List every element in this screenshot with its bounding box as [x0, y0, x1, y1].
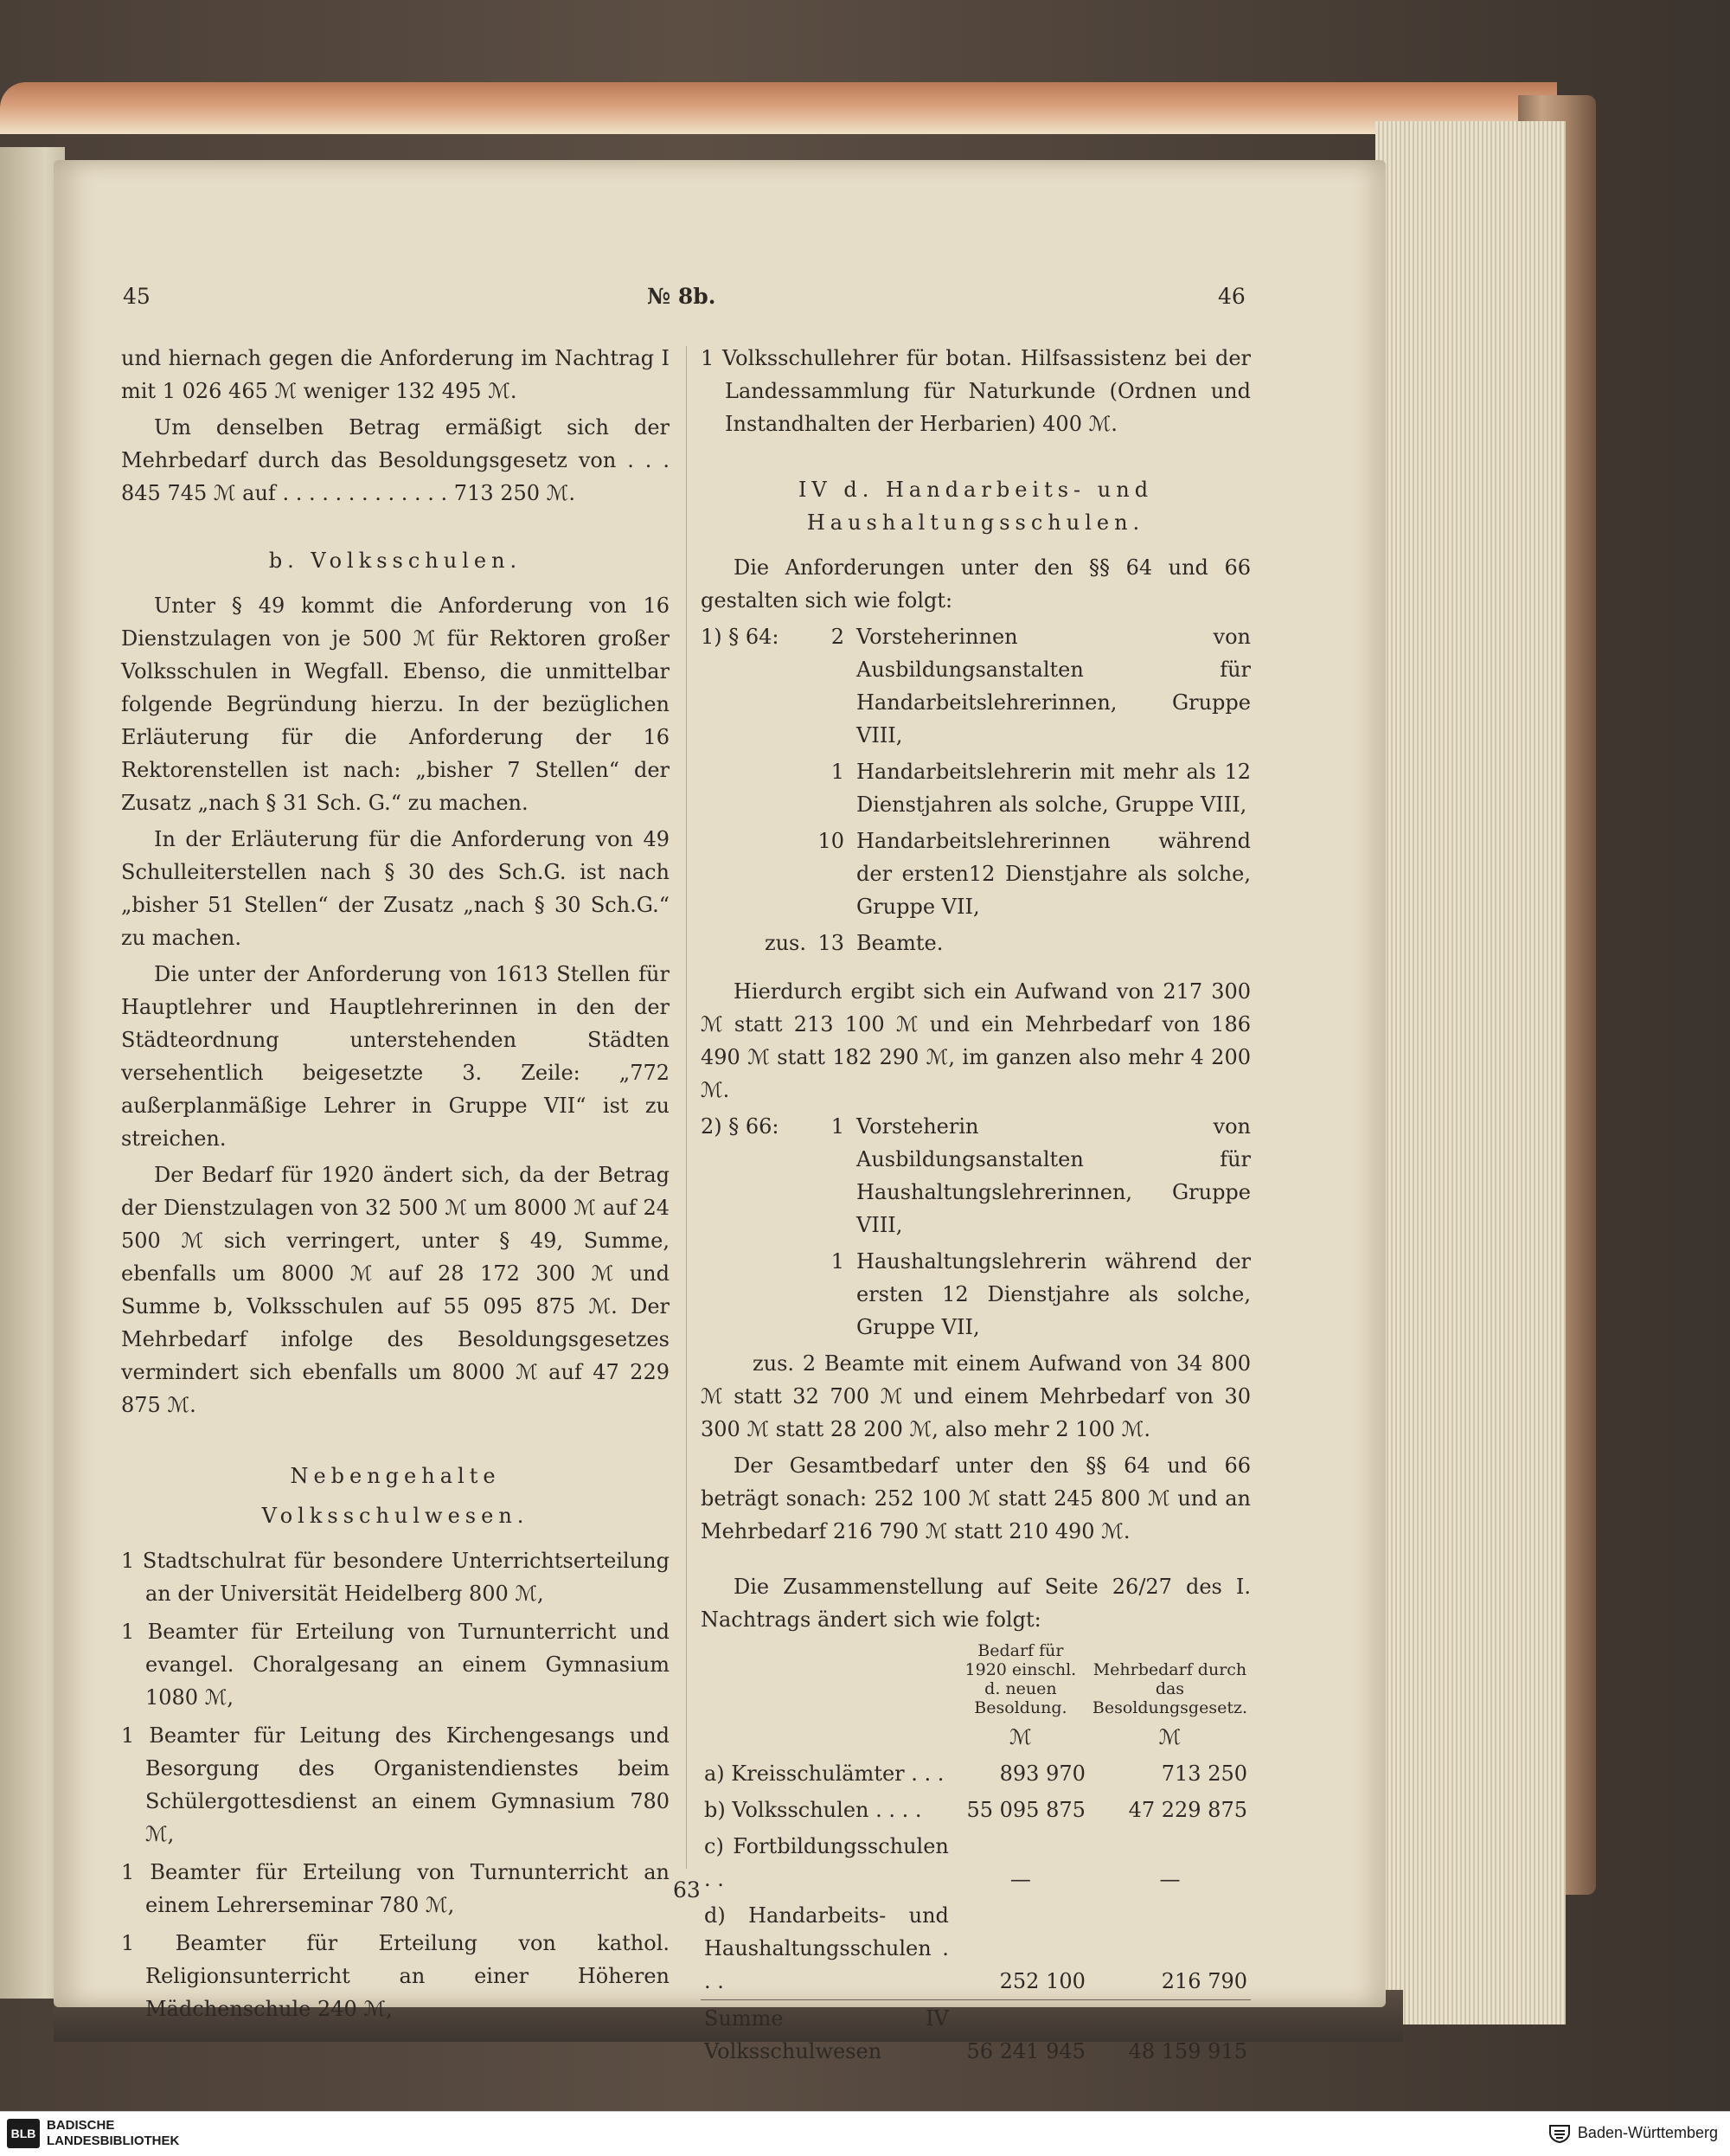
paragraph: Um denselben Betrag ermäßigt sich der Mehrbedarf durch das Besoldungsgesetz von . . . 845 745 ℳ auf . . . . . . . . . . . . . 713 250 ℳ.	[121, 415, 670, 505]
issue-number: № 8b.	[647, 284, 716, 309]
bw-label: Baden-Württemberg	[1577, 2124, 1718, 2141]
list-count: 2	[830, 625, 844, 649]
list-item: 1 Stadtschulrat für besondere Unterrichtserteilung an der Universität Heidelberg 800 ℳ,	[121, 1549, 670, 1606]
paragraph: und hiernach gegen die Anforderung im Nachtrag I mit 1 026 465 ℳ weniger 132 495 ℳ.	[121, 346, 670, 403]
paragraph: 1 Volksschullehrer für botan. Hilfsassistenz bei der Landessammlung für Naturkunde (Ordnen und Instandhalten der Herbarien) 400 ℳ.	[701, 346, 1251, 436]
sum-bedarf: 56 241 945	[952, 2000, 1089, 2070]
value-bedarf: 55 095 875	[966, 1798, 1086, 1822]
list-count: 13	[817, 931, 844, 955]
table-row	[701, 1755, 1251, 1792]
paragraph: zus. 2 Beamte mit einem Aufwand von 34 800 ℳ statt 32 700 ℳ und einem Mehrbedarf von 30 300 ℳ statt 28 200 ℳ, also mehr 2 100 ℳ.	[701, 1351, 1251, 1441]
value-bedarf: —	[1009, 1867, 1031, 1891]
list-text: Handarbeitslehrerinnen während der ersten12 Dienstjahre als solche, Gruppe VII,	[856, 829, 1251, 919]
table-cell	[701, 1639, 952, 1719]
paragraph: Hierdurch ergibt sich ein Aufwand von 217 300 ℳ statt 213 100 ℳ und ein Mehrbedarf von 186 490 ℳ statt 182 290 ℳ, im ganzen also mehr 4 200 ℳ.	[701, 979, 1251, 1102]
list-item	[701, 755, 1251, 821]
section-heading: Volksschulwesen.	[261, 1504, 529, 1528]
left-column	[121, 342, 670, 2031]
right-column	[701, 342, 1251, 2069]
allocation-list	[701, 1110, 1251, 1344]
list-text: Haushaltungslehrerin während der ersten 12 Dienstjahre als solche, Gruppe VII,	[856, 1249, 1251, 1339]
viewer-footer	[0, 2111, 1730, 2156]
paragraph: Die unter der Anforderung von 1613 Stellen für Hauptlehrer und Hauptlehrerinnen in den der Städteordnung unterstehenden Städten versehentlich beigesetzte 3. Zeile: „772 außerplanmäßige Lehrer in Gruppe VII“ ist zu streichen.	[121, 962, 670, 1151]
list-label	[701, 755, 813, 821]
paragraph: In der Erläuterung für die Anforderung von 49 Schulleiterstellen nach § 30 des Sch.G. ist nach „bisher 51 Stellen“ der Zusatz „nach § 30 Sch.G.“ zu machen.	[121, 827, 670, 950]
value-bedarf: 893 970	[999, 1761, 1086, 1786]
list-text: Handarbeitslehrerin mit mehr als 12 Dienstjahren als solche, Gruppe VIII,	[856, 760, 1251, 817]
list-count: 1	[830, 1114, 844, 1139]
list-item	[701, 927, 1251, 959]
list-text: Vorsteherinnen von Ausbildungsanstalten für Handarbeitslehrerinnen, Gruppe VIII,	[856, 625, 1251, 748]
column-divider	[686, 346, 687, 1869]
page-fore-edge	[1375, 121, 1566, 2024]
bw-brand[interactable]	[1548, 2124, 1718, 2143]
list-item: 1 Beamter für Leitung des Kirchengesangs und Besorgung des Organistendienstes beim Schülergottesdienst an einem Gymnasium 780 ℳ,	[121, 1723, 670, 1846]
value-mehrbedarf: 216 790	[1161, 1969, 1247, 1993]
list-item	[701, 620, 1251, 752]
list-count: 10	[817, 829, 844, 853]
library-name	[47, 2118, 179, 2149]
list-label: zus.	[764, 931, 806, 955]
table-header-row	[701, 1639, 1251, 1719]
column-header: Mehrbedarf durch das Besoldungsgesetz.	[1092, 1660, 1247, 1717]
section-heading: b. Volksschulen.	[268, 549, 522, 573]
table-unit-row	[701, 1719, 1251, 1755]
list-item: 1 Beamter für Erteilung von kathol. Religionsunterricht an einer Höheren Mädchenschule 240 ℳ,	[121, 1931, 670, 2021]
page-number-left: 45	[123, 284, 151, 309]
paragraph: Unter § 49 kommt die Anforderung von 16 Dienstzulagen von je 500 ℳ für Rektoren großer Volksschulen in Wegfall. Ebenso, die unmittelbar folgende Begründung hierzu. In der bezüglichen Erläuterung für die Anforderung der 16 Rektorenstellen ist nach: „bisher 7 Stellen“ der Zusatz „nach § 31 Sch. G.“ zu machen.	[121, 594, 670, 815]
list-text: Vorsteherin von Ausbildungsanstalten für Haushaltungslehrerinnen, Gruppe VIII,	[856, 1114, 1251, 1237]
row-label: c) Fortbildungsschulen . .	[704, 1834, 949, 1891]
row-label: b) Volksschulen . . . .	[704, 1798, 922, 1822]
table-row	[701, 1897, 1251, 2000]
row-label: a) Kreisschulämter . . .	[704, 1761, 945, 1786]
table-row	[701, 1828, 1251, 1897]
coat-of-arms-icon	[1548, 2124, 1571, 2143]
value-mehrbedarf: —	[1159, 1867, 1181, 1891]
value-bedarf: 252 100	[999, 1969, 1086, 1993]
list-label: 1) § 64:	[701, 625, 779, 649]
page-number-right: 46	[1218, 284, 1246, 309]
list-count: 1	[830, 760, 844, 784]
table-row	[701, 1792, 1251, 1828]
summary-table	[701, 1639, 1251, 2069]
book-top-edge	[0, 82, 1557, 134]
list-text: Beamte.	[856, 931, 944, 955]
allocation-list	[701, 620, 1251, 959]
page-footer-number: 63	[673, 1877, 701, 1903]
list-label	[701, 1245, 813, 1344]
unit-symbol: ℳ	[1009, 1725, 1032, 1749]
list-label: 2) § 66:	[701, 1114, 779, 1139]
paragraph: Die Anforderungen unter den §§ 64 und 66 gestalten sich wie folgt:	[701, 555, 1251, 613]
list-item: 1 Beamter für Erteilung von Turnunterricht an einem Lehrerseminar 780 ℳ,	[121, 1860, 670, 1917]
table-sum-row	[701, 2000, 1251, 2070]
sum-mehrbedarf: 48 159 915	[1089, 2000, 1251, 2070]
section-heading: IV d. Handarbeits- und Haushaltungsschulen.	[798, 478, 1154, 535]
library-name-line1: BADISCHE	[47, 2118, 115, 2133]
library-name-line2: LANDESBIBLIOTHEK	[47, 2134, 180, 2148]
table-cell	[701, 1719, 952, 1755]
unit-symbol: ℳ	[1158, 1725, 1182, 1749]
value-mehrbedarf: 47 229 875	[1128, 1798, 1247, 1822]
value-mehrbedarf: 713 250	[1161, 1761, 1247, 1786]
row-label: Summe IV Volksschulwesen	[701, 2000, 952, 2070]
list-item	[701, 1245, 1251, 1344]
column-header: Bedarf für 1920 einschl. d. neuen Besoldung.	[964, 1641, 1077, 1717]
paragraph: Der Gesamtbedarf unter den §§ 64 und 66 beträgt sonach: 252 100 ℳ statt 245 800 ℳ und an Mehrbedarf 216 790 ℳ statt 210 490 ℳ.	[701, 1453, 1251, 1543]
list-item	[701, 825, 1251, 923]
paragraph: Der Bedarf für 1920 ändert sich, da der Betrag der Dienstzulagen von 32 500 ℳ um 8000 ℳ auf 24 500 ℳ sich verringert, unter § 49, Summe, ebenfalls um 8000 ℳ auf 28 172 300 ℳ und Summe b, Volksschulen auf 55 095 875 ℳ. Der Mehrbedarf infolge des Besoldungsgesetzes vermindert sich ebenfalls um 8000 ℳ auf 47 229 875 ℳ.	[121, 1163, 670, 1417]
list-label	[701, 825, 813, 923]
row-label: d) Handarbeits- und Haushaltungsschulen . . .	[704, 1903, 949, 1993]
list-count: 1	[830, 1249, 844, 1274]
section-heading: Nebengehalte	[290, 1464, 501, 1488]
paragraph: Die Zusammenstellung auf Seite 26/27 des I. Nachtrags ändert sich wie folgt:	[701, 1575, 1251, 1632]
list-item: 1 Beamter für Erteilung von Turnunterricht und evangel. Choralgesang an einem Gymnasium 1080 ℳ,	[121, 1620, 670, 1710]
list-item	[701, 1110, 1251, 1242]
blb-logo[interactable]: BLB	[7, 2119, 40, 2148]
